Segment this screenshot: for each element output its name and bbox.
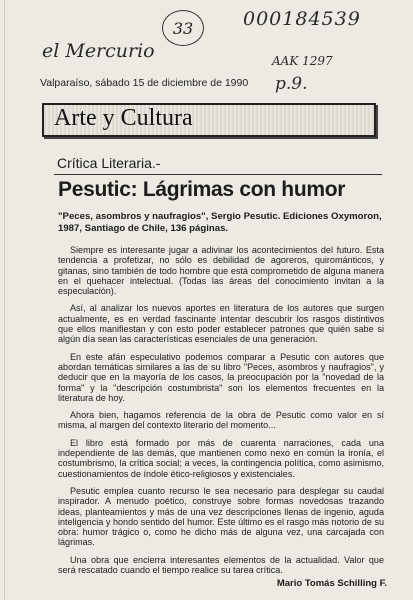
article-body: [58, 245, 384, 582]
catalog-code: AAK 1297: [272, 54, 333, 68]
paragraph: En este afán especulativo podemos comparar a Pesutic con autores que abordan temáticas similares a las de su libro "Peces, asombros y naufragios", y deducir que en la mayoría de los casos, la preocupación por la "novedad de la forma" y la "descripción costumbrista" son los elementos frecuentes en la literatura de hoy.: [58, 351, 384, 403]
paragraph: Siempre es interesante jugar a adivinar los acontecimientos del futuro. Esta tendencia a profetizar, no sólo es debilidad de agoreros, quirománticos, y gitanas, sino también de todo hombre que está comprometido de alguna manera en el quehacer intelectual. (Todas las áreas del conocimiento invitan a la especulación).: [58, 245, 384, 297]
paragraph: Una obra que encierra interesantes elementos de la actualidad. Valor que será rescatado cuando el tiempo realice su tarea crítica.: [58, 554, 384, 576]
section-title: Arte y Cultura: [54, 105, 193, 131]
section-banner: [42, 103, 376, 137]
archive-code: 000184539: [243, 8, 361, 30]
circled-number-text: 33: [172, 18, 194, 38]
headline: Pesutic: Lágrimas con humor: [58, 178, 346, 201]
source-handwritten: el Mercurio: [42, 40, 155, 62]
book-reference: "Peces, asombros y naufragios", Sergio Pesutic. Ediciones Oxymoron, 1987, Santiago de Chile, 136 páginas.: [58, 211, 382, 234]
page-number: p.9.: [275, 74, 308, 94]
author-signature: Mario Tomás Schilling F.: [276, 578, 387, 589]
dateline: Valparaíso, sábado 15 de diciembre de 1990: [40, 77, 249, 89]
page-edge: [4, 0, 5, 600]
paragraph: Pesutic emplea cuanto recurso le sea necesario para desplegar su caudal inspirador. A menudo poético, construye sobre formas novedosas trazando ideas, planteamientos y más de una vez descripciones llenas de ingenio, aguda inteligencia y hondo sentido del humor. Este último es el rasgo más notorio de su obra: humor trágico o, como he dicho más de alguna vez, una carcajada con lágrimas.: [58, 485, 384, 548]
kicker: Crítica Literaria.-: [57, 155, 161, 171]
paragraph: Así, al analizar los nuevos aportes en literatura de los autores que surgen actualmente, es en verdad fascinante intentar descubrir los rasgos distintivos que ellos manifiestan y con esto poder establecer patrones que quién sabe si algún día sean las características esenciales de una generación.: [58, 303, 384, 345]
paragraph: Ahora bien, hagamos referencia de la obra de Pesutic como valor en sí misma, al margen del contexto literario del momento...: [58, 410, 384, 431]
circled-number: [162, 10, 204, 46]
kicker-rule: [54, 174, 382, 175]
paragraph: El libro está formado por más de cuarenta narraciones, cada una independiente de las demás, que mantienen como nexo en común la ironía, el costumbrismo, la crítica social; a veces, la contingencia política, como asimismo, cuestionamientos de índole ético-religiosos y existenciales.: [58, 437, 384, 479]
